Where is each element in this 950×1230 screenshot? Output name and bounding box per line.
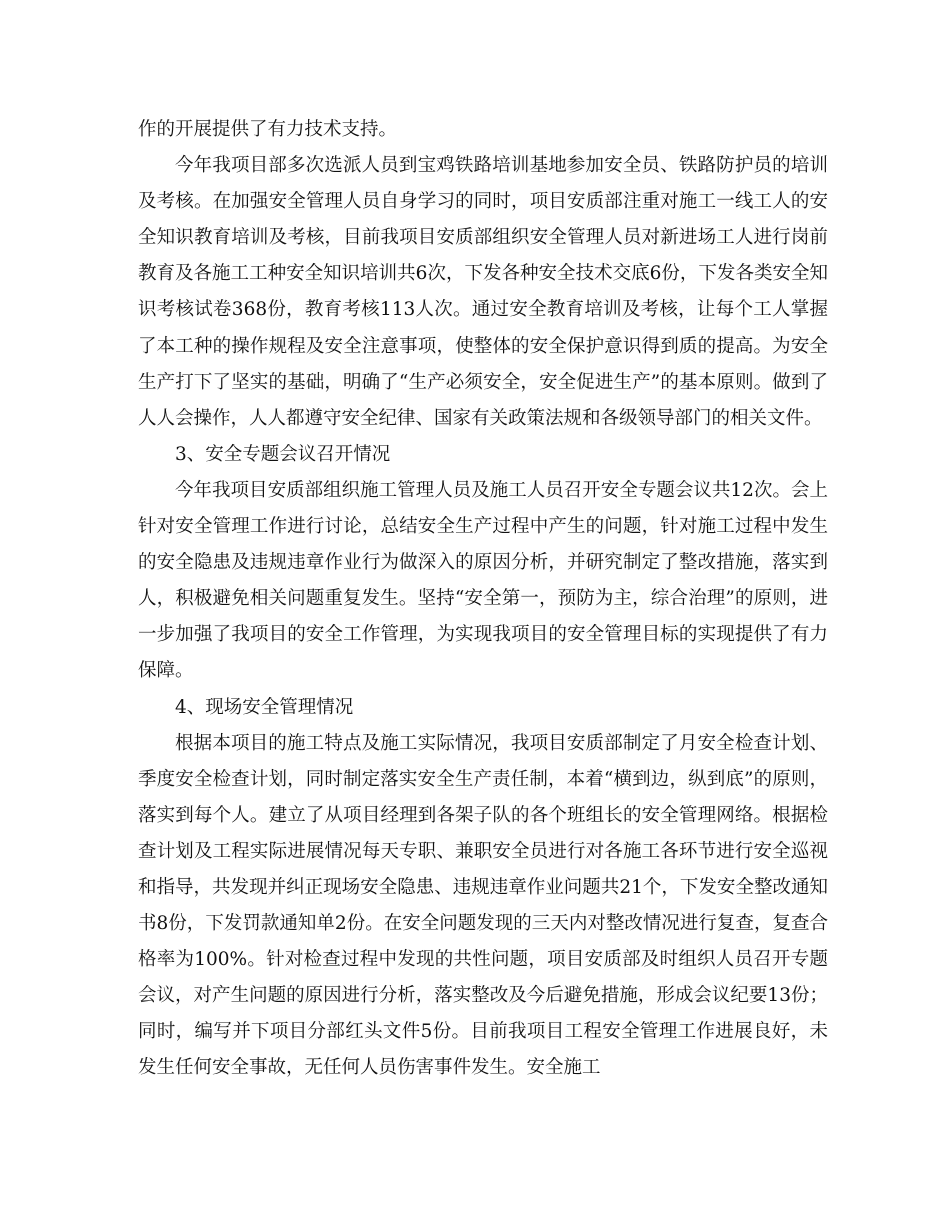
document-body xyxy=(138,112,828,1087)
paragraph-site-safety: 根据本项目的施工特点及施工实际情况，我项目安质部制定了月安全检查计划、季度安全检查计划，同时制定落实安全生产责任制，本着“横到边，纵到底”的原则，落实到每个人。建立了从项目经理到各架子队的各个班组长的安全管理网络。根据检查计划及工程实际进展情况每天专职、兼职安全员进行对各施工各环节进行安全巡视和指导，共发现并纠正现场安全隐患、违规违章作业问题共21个，下发安全整改通知书8份，下发罚款通知单2份。在安全问题发现的三天内对整改情况进行复查，复查合格率为100%。针对检查过程中发现的共性问题，项目安质部及时组织人员召开专题会议，对产生问题的原因进行分析，落实整改及今后避免措施，形成会议纪要13份；同时，编写并下项目分部红头文件5份。目前我项目工程安全管理工作进展良好，未发生任何安全事故，无任何人员伤害事件发生。安全施工 xyxy=(138,732,828,1079)
section-heading-safety-meetings: 3、安全专题会议召开情况 xyxy=(175,443,391,465)
section-heading-site-safety: 4、现场安全管理情况 xyxy=(175,696,354,718)
paragraph-safety-meetings: 今年我项目安质部组织施工管理人员及施工人员召开安全专题会议共12次。会上针对安全管理工作进行讨论，总结安全生产过程中产生的问题，针对施工过程中发生的安全隐患及违规违章作业行为做深入的原因分析，并研究制定了整改措施，落实到人，积极避免相关问题重复发生。坚持“安全第一，预防为主，综合治理”的原则，进一步加强了我项目的安全工作管理，为实现我项目的安全管理目标的实现提供了有力保障。 xyxy=(138,479,828,682)
paragraph-continuation: 作的开展提供了有力技术支持。 xyxy=(138,119,398,140)
paragraph-safety-training: 今年我项目部多次选派人员到宝鸡铁路培训基地参加安全员、铁路防护员的培训及考核。在加强安全管理人员自身学习的同时，项目安质部注重对施工一线工人的安全知识教育培训及考核，目前我项目安质部组织安全管理人员对新进场工人进行岗前教育及各施工工种安全知识培训共6次，下发各种安全技术交底6份，下发各类安全知识考核试卷368份，教育考核113人次。通过安全教育培训及考核，让每个工人掌握了本工种的操作规程及安全注意事项，使整体的安全保护意识得到质的提高。为安全生产打下了坚实的基础，明确了“生产必须安全，安全促进生产”的基本原则。做到了人人会操作，人人都遵守安全纪律、国家有关政策法规和各级领导部门的相关文件。 xyxy=(138,155,828,429)
